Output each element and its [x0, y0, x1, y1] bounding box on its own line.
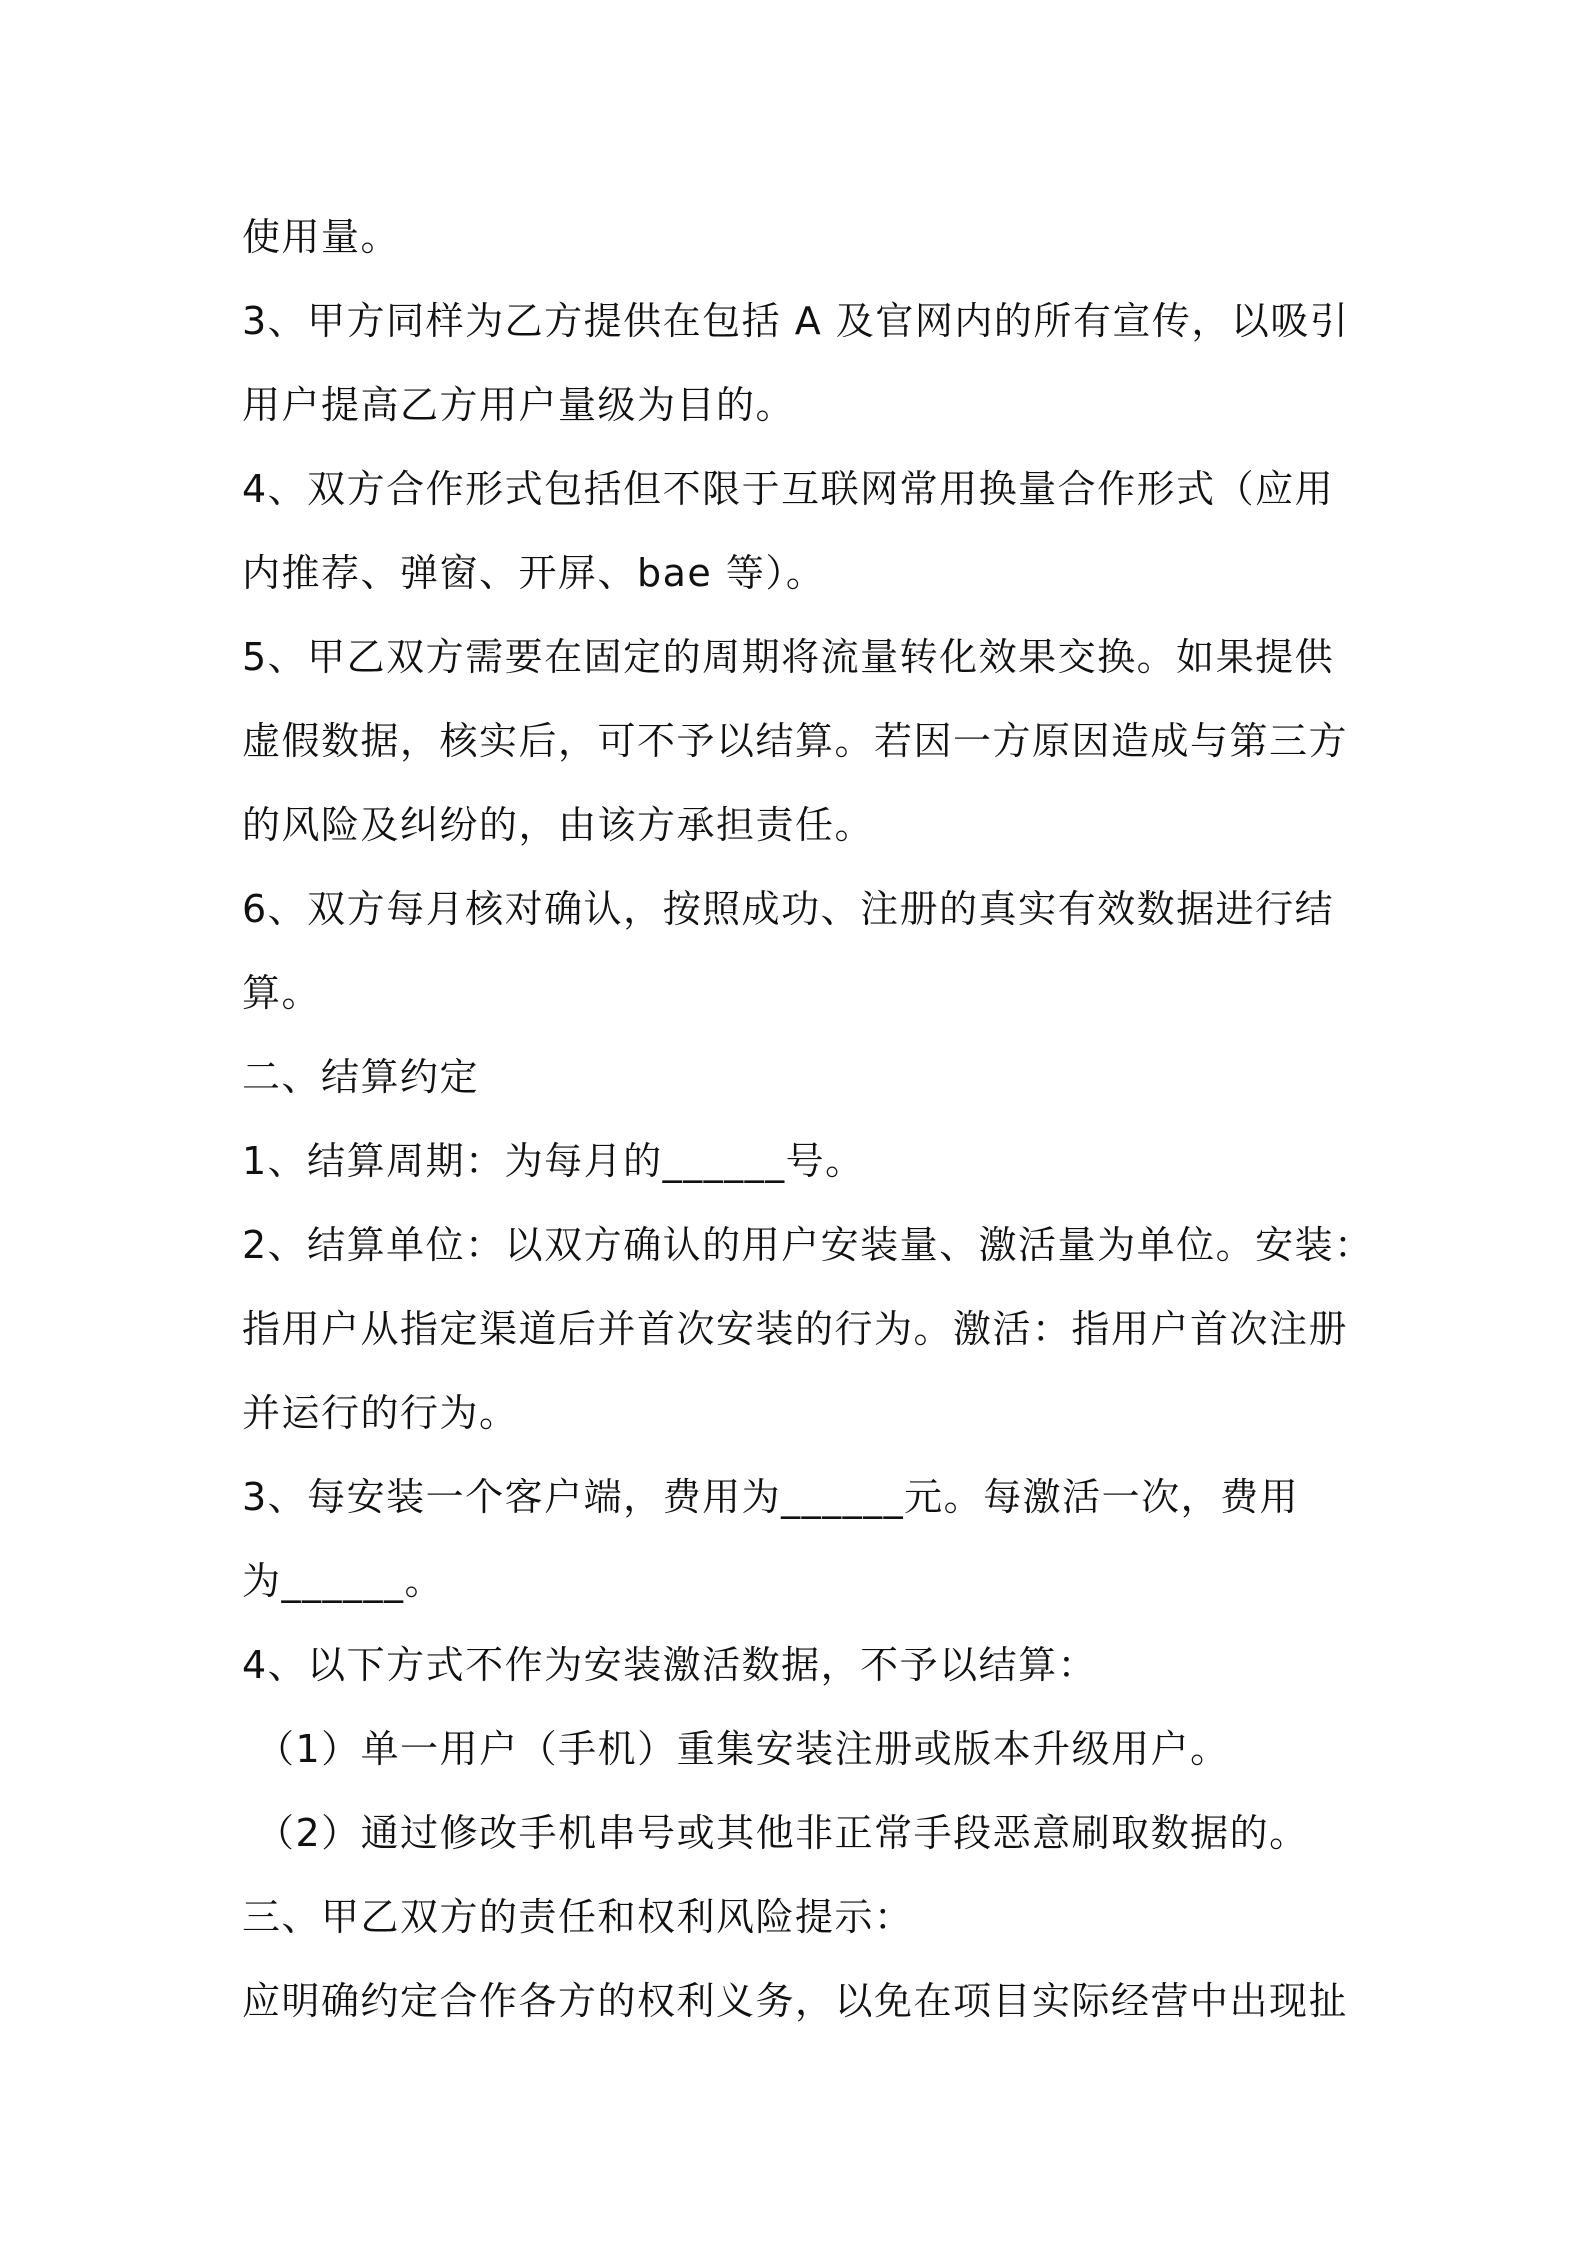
section-heading: 三、甲乙双方的责任和权利风险提示： — [242, 1895, 914, 1939]
text-line: 指用户从指定渠道后并首次安装的行为。激活：指用户首次注册 — [242, 1307, 1349, 1351]
text-line: 1、结算周期：为每月的______号。 — [242, 1139, 865, 1183]
text-line: 应明确约定合作各方的权利义务，以免在项目实际经营中出现扯 — [242, 1979, 1349, 2023]
section-heading: 二、结算约定 — [242, 1055, 480, 1099]
text-line: 算。 — [242, 971, 322, 1015]
sub-item-line: （2）通过修改手机串号或其他非正常手段恶意刷取数据的。 — [256, 1811, 1309, 1855]
text-line: 6、双方每月核对确认，按照成功、注册的真实有效数据进行结 — [242, 887, 1335, 931]
text-line: 为______。 — [242, 1559, 445, 1603]
text-line: 用户提高乙方用户量级为目的。 — [242, 383, 796, 427]
text-line: 使用量。 — [242, 215, 401, 259]
text-line: 2、结算单位：以双方确认的用户安装量、激活量为单位。安装： — [242, 1223, 1374, 1267]
text-line: 并运行的行为。 — [242, 1391, 519, 1435]
text-line: 4、以下方式不作为安装激活数据，不予以结算： — [242, 1643, 1098, 1687]
text-line: 3、每安装一个客户端，费用为______元。每激活一次，费用 — [242, 1475, 1300, 1519]
text-line: 4、双方合作形式包括但不限于互联网常用换量合作形式（应用 — [242, 467, 1335, 511]
document-body — [242, 195, 1382, 2043]
text-line: 内推荐、弹窗、开屏、bae 等）。 — [242, 551, 826, 595]
text-line: 5、甲乙双方需要在固定的周期将流量转化效果交换。如果提供 — [242, 635, 1335, 679]
text-line: 虚假数据，核实后，可不予以结算。若因一方原因造成与第三方 — [242, 719, 1349, 763]
text-line: 的风险及纠纷的，由该方承担责任。 — [242, 803, 875, 847]
text-line: 3、甲方同样为乙方提供在包括 A 及官网内的所有宣传，以吸引 — [242, 299, 1350, 343]
sub-item-line: （1）单一用户（手机）重集安装注册或版本升级用户。 — [256, 1727, 1230, 1771]
